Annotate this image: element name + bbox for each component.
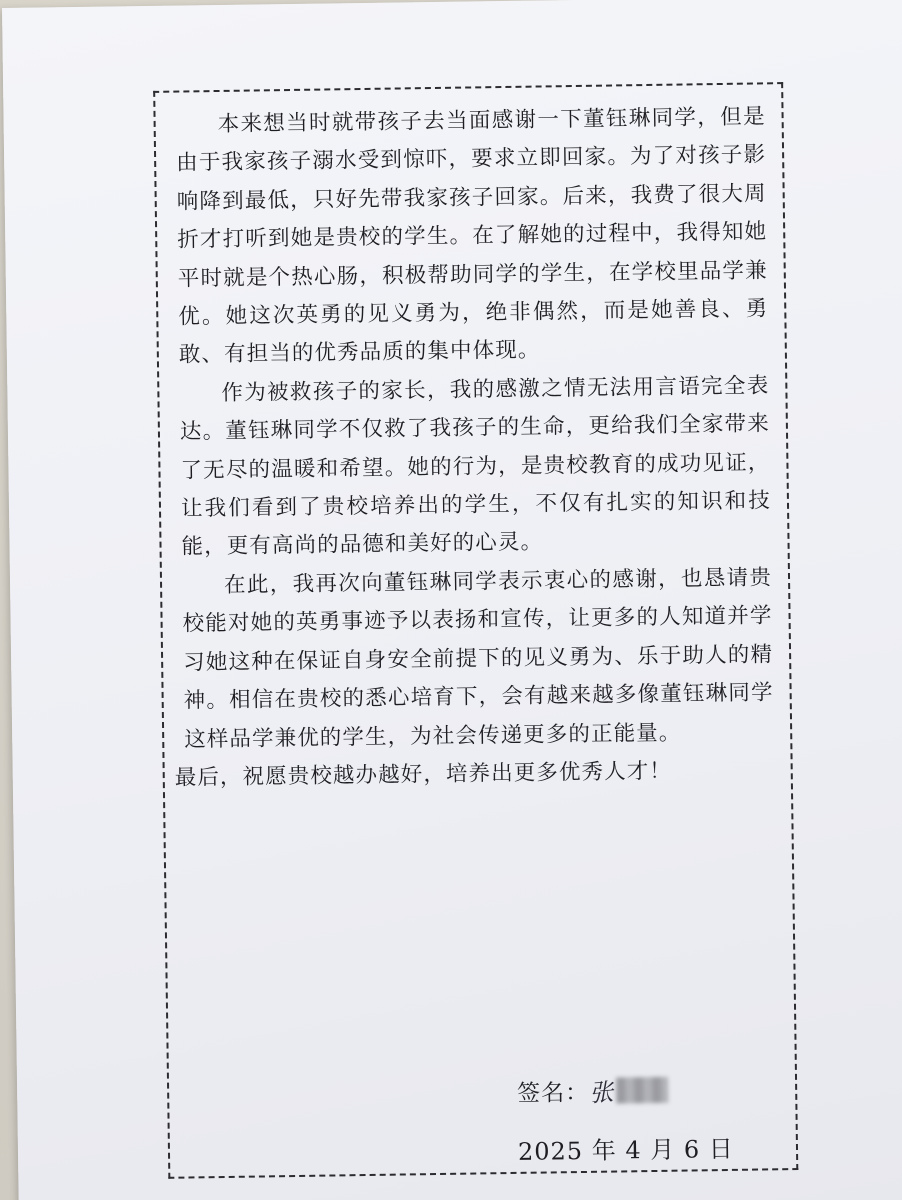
letter-closing: 最后，祝愿贵校越办越好，培养出更多优秀人才！ (174, 758, 673, 791)
letter-frame (153, 82, 798, 1179)
letter-paper (2, 0, 902, 1200)
signature-label: 签名： (517, 1079, 590, 1107)
signature-row (517, 1072, 668, 1109)
letter-paragraph-2: 作为被救孩子的家长，我的感激之情无法用言语完全表达。董钰琳同学不仅救了我孩子的生命，更给我们全家带来了无尽的温暖和希望。她的行为，是贵校教育的成功见证，让我们看到了贵校培养出的学生，不仅有扎实的知识和技能，更有高尚的品德和美好的心灵。 (179, 373, 772, 561)
letter-paragraph-3: 在此，我再次向董钰琳同学表示衷心的感谢，也恳请贵校能对她的英勇事迹予以表扬和宣传，让更多的人知道并学习她这种在保证自身安全前提下的见义勇为、乐于助人的精神。相信在贵校的悉心培育下，会有越来越多像董钰琳同学这样品学兼优的学生，为社会传递更多的正能量。 (182, 565, 774, 753)
letter-paragraph-1: 本来想当时就带孩子去当面感谢一下董钰琳同学，但是由于我家孩子溺水受到惊吓，要求立即回家。为了对孩子影响降到最低，只好先带我家孩子回家。后来，我费了很大周折才打听到她是贵校的学生。在了解她的过程中，我得知她平时就是个热心肠，积极帮助同学的学生，在学校里品学兼优。她这次英勇的见义勇为，绝非偶然，而是她善良、勇敢、有担当的优秀品质的集中体现。 (176, 104, 769, 369)
handwritten-signature: 张 (588, 1077, 616, 1108)
letter-date: 2025 年 4 月 6 日 (517, 1134, 734, 1166)
redacted-name-blur (616, 1076, 668, 1103)
